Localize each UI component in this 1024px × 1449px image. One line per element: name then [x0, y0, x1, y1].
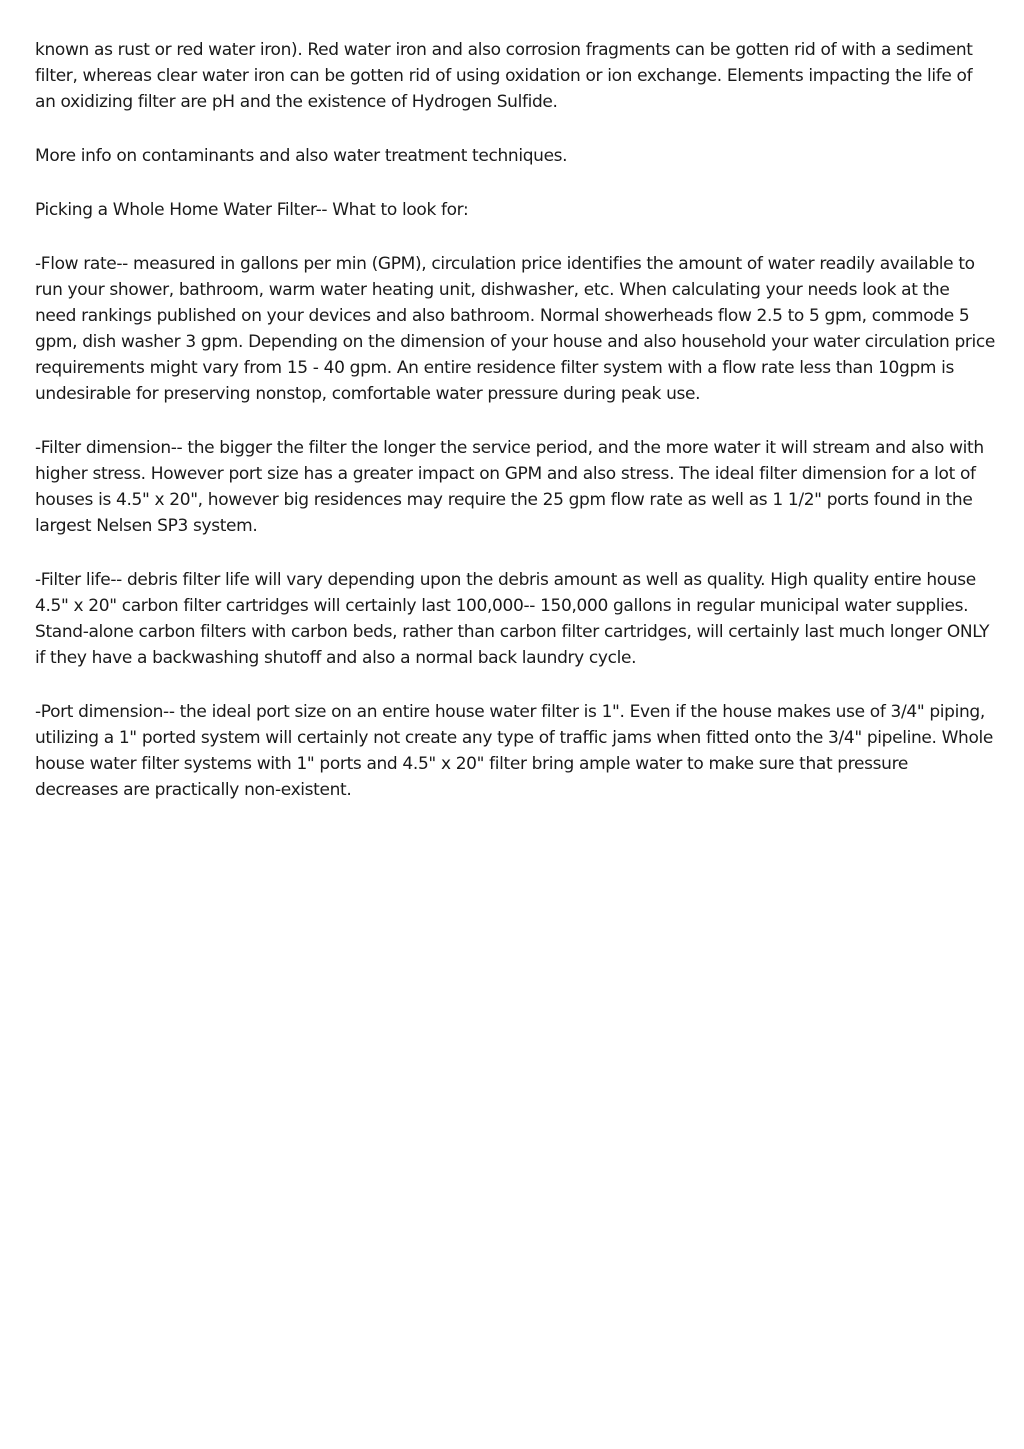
document-page [35, 37, 995, 831]
paragraph-filter-life: -Filter life-- debris filter life will vary depending upon the debris amount as well as quality. High quality entire house 4.5" x 20" carbon filter cartridges will certainly last 100,000-- 150,000 gallons in regular municipal water supplies. Stand-alone carbon filters with carbon beds, rather than carbon filter cartridges, will certainly last much longer ONLY if they have a backwashing shutoff and also a normal back laundry cycle. [35, 570, 990, 668]
paragraph-more-info: More info on contaminants and also water treatment techniques. [35, 146, 568, 166]
paragraph-flow-rate: -Flow rate-- measured in gallons per min (GPM), circulation price identifies the amount of water readily available to run your shower, bathroom, warm water heating unit, dishwasher, etc. When calculating your needs look at the need rankings published on your devices and also bathroom. Normal showerheads flow 2.5 to 5 gpm, commode 5 gpm, dish washer 3 gpm. Depending on the dimension of your house and also household your water circulation price requirements might vary from 15 - 40 gpm. An entire residence filter system with a flow rate less than 10gpm is undesirable for preserving nonstop, comfortable water pressure during peak use. [35, 254, 996, 404]
paragraph-filter-dimension: -Filter dimension-- the bigger the filter the longer the service period, and the more water it will stream and also with higher stress. However port size has a greater impact on GPM and also stress. The ideal filter dimension for a lot of houses is 4.5" x 20", however big residences may require the 25 gpm flow rate as well as 1 1/2" ports found in the largest Nelsen SP3 system. [35, 438, 984, 536]
paragraph-iron-removal: known as rust or red water iron). Red water iron and also corrosion fragments can be gotten rid of with a sediment filter, whereas clear water iron can be gotten rid of using oxidation or ion exchange. Elements impacting the life of an oxidizing filter are pH and the existence of Hydrogen Sulfide. [35, 40, 973, 112]
paragraph-port-dimension: -Port dimension-- the ideal port size on an entire house water filter is 1". Even if the house makes use of 3/4" piping, utilizing a 1" ported system will certainly not create any type of traffic jams when fitted onto the 3/4" pipeline. Whole house water filter systems with 1" ports and 4.5" x 20" filter bring ample water to make sure that pressure decreases are practically non-existent. [35, 702, 994, 800]
paragraph-section-heading: Picking a Whole Home Water Filter-- What to look for: [35, 200, 469, 220]
